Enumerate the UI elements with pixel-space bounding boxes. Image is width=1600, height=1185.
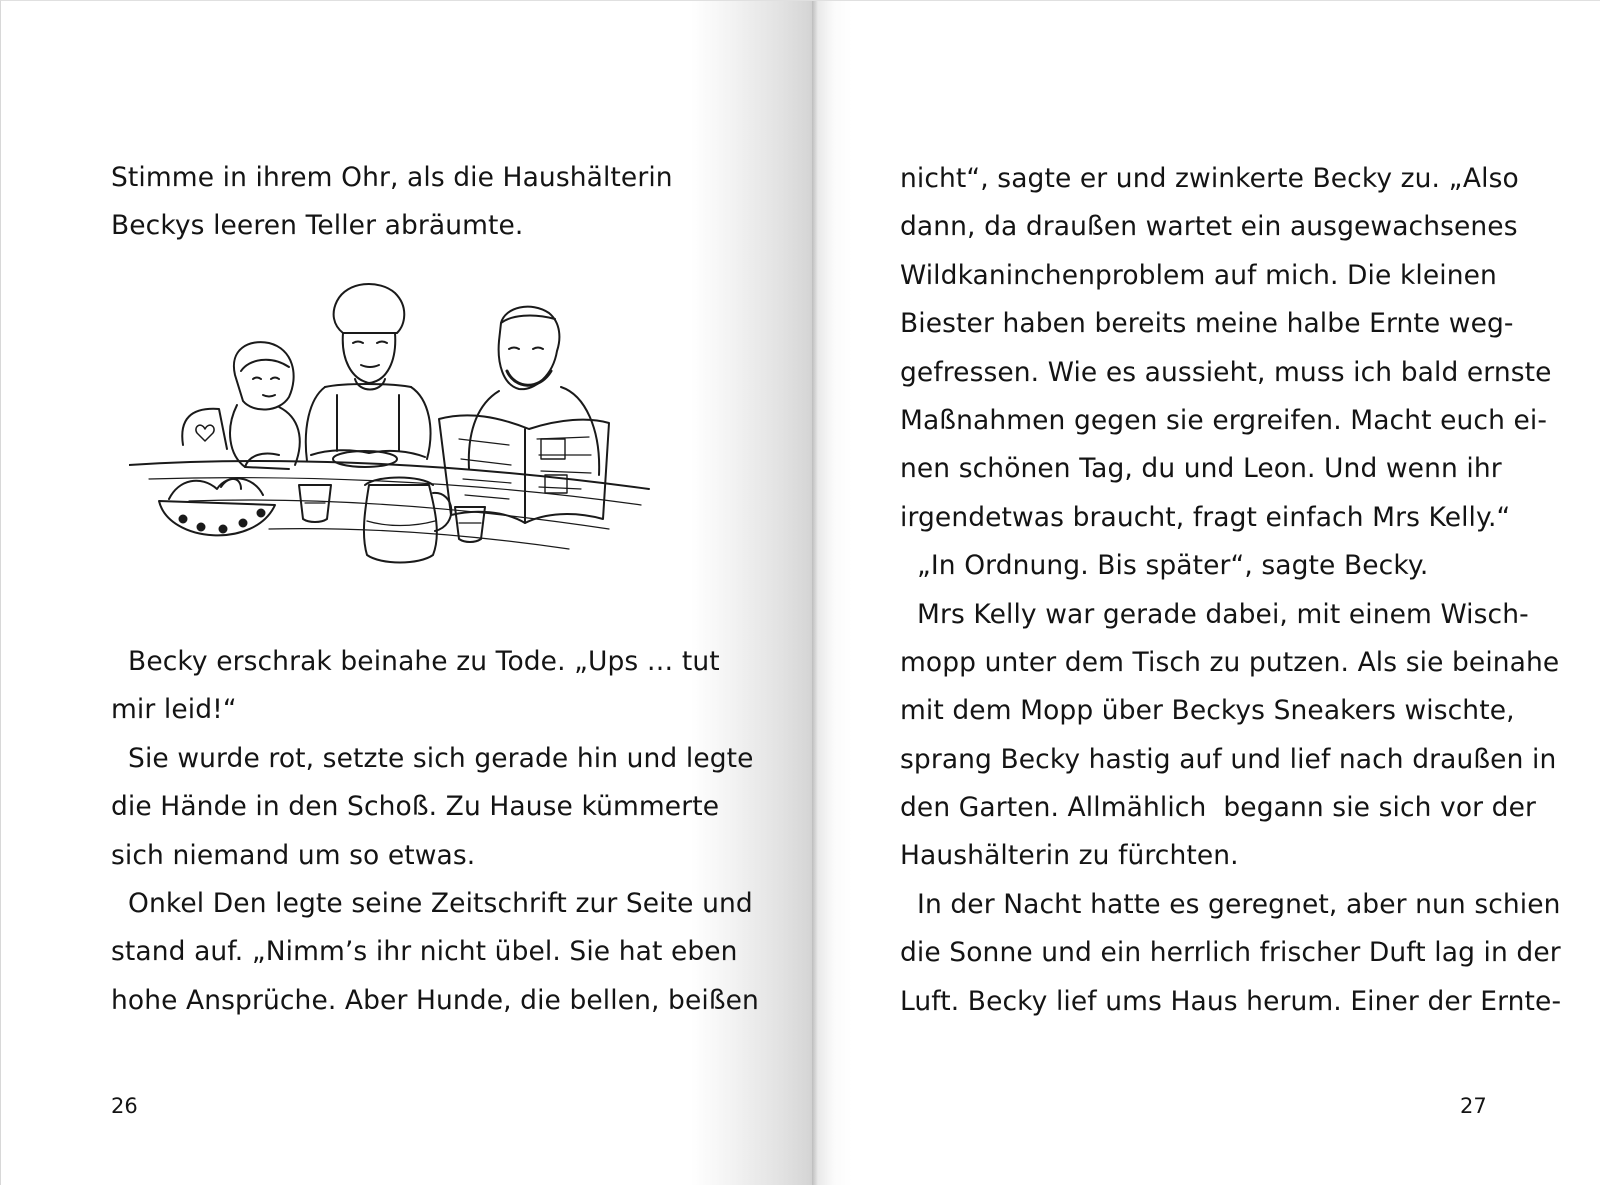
text-line: mit dem Mopp über Beckys Sneakers wischte, <box>900 695 1515 727</box>
fruit-bowl <box>159 478 275 535</box>
text-line: nen schönen Tag, du und Leon. Und wenn ihr <box>900 453 1502 485</box>
text-line: Beckys leeren Teller abräumte. <box>111 210 524 242</box>
text-line: Sie wurde rot, setzte sich gerade hin und legte <box>111 742 754 774</box>
text-line: In der Nacht hatte es geregnet, aber nun schien <box>900 888 1561 920</box>
text-line: stand auf. „Nimm’s ihr nicht übel. Sie hat eben <box>111 936 738 968</box>
left-bottom-text <box>111 638 759 1025</box>
text-line: dann, da draußen wartet ein ausgewachsenes <box>900 211 1518 243</box>
text-line: Becky erschrak beinahe zu Tode. „Ups … tut <box>111 646 720 677</box>
girl-figure <box>230 342 300 469</box>
text-line: mopp unter dem Tisch zu putzen. Als sie beinahe <box>900 646 1560 678</box>
right-page <box>812 0 1600 1185</box>
table-wood-grain <box>269 529 569 549</box>
text-line: sprang Becky hastig auf und lief nach draußen in <box>900 743 1557 775</box>
uncle-figure <box>439 307 609 523</box>
page-number-left: 26 <box>111 1094 138 1118</box>
text-line: Stimme in ihrem Ohr, als die Haushälterin <box>111 162 673 193</box>
text-line: die Hände in den Schoß. Zu Hause kümmerte <box>111 791 720 823</box>
housekeeper-figure <box>306 284 431 467</box>
text-line: die Sonne und ein herrlich frischer Duft lag in der <box>900 937 1561 969</box>
text-line: Luft. Becky lief ums Haus herum. Einer der Ernte- <box>900 985 1562 1017</box>
text-line: Mrs Kelly war gerade dabei, mit einem Wisch- <box>900 598 1529 630</box>
water-pitcher <box>364 478 451 563</box>
left-top-text <box>111 154 673 251</box>
text-line: Biester haben bereits meine halbe Ernte weg- <box>900 308 1514 340</box>
text-line: Wildkaninchenproblem auf mich. Die kleinen <box>900 259 1497 291</box>
text-line: Maßnahmen gegen sie ergreifen. Macht euch ei- <box>900 404 1548 436</box>
text-line: „In Ordnung. Bis später“, sagte Becky. <box>900 550 1429 582</box>
text-line: irgendetwas braucht, fragt einfach Mrs Kelly.“ <box>900 501 1511 533</box>
text-line: gefressen. Wie es aussieht, muss ich bald ernste <box>900 356 1552 388</box>
text-line: nicht“, sagte er und zwinkerte Becky zu. „Also <box>900 163 1519 194</box>
text-line: Onkel Den legte seine Zeitschrift zur Seite und <box>111 887 753 919</box>
right-text <box>900 155 1561 1026</box>
page-number-right: 27 <box>1460 1094 1487 1118</box>
text-line: sich niemand um so etwas. <box>111 839 476 871</box>
breakfast-table-illustration <box>129 279 669 579</box>
heart-icon <box>196 425 214 441</box>
text-line: hohe Ansprüche. Aber Hunde, die bellen, beißen <box>111 984 759 1016</box>
text-line: Haushälterin zu fürchten. <box>900 840 1239 872</box>
text-line: den Garten. Allmählich begann sie sich vor der <box>900 792 1536 824</box>
text-line: mir leid!“ <box>111 694 237 726</box>
